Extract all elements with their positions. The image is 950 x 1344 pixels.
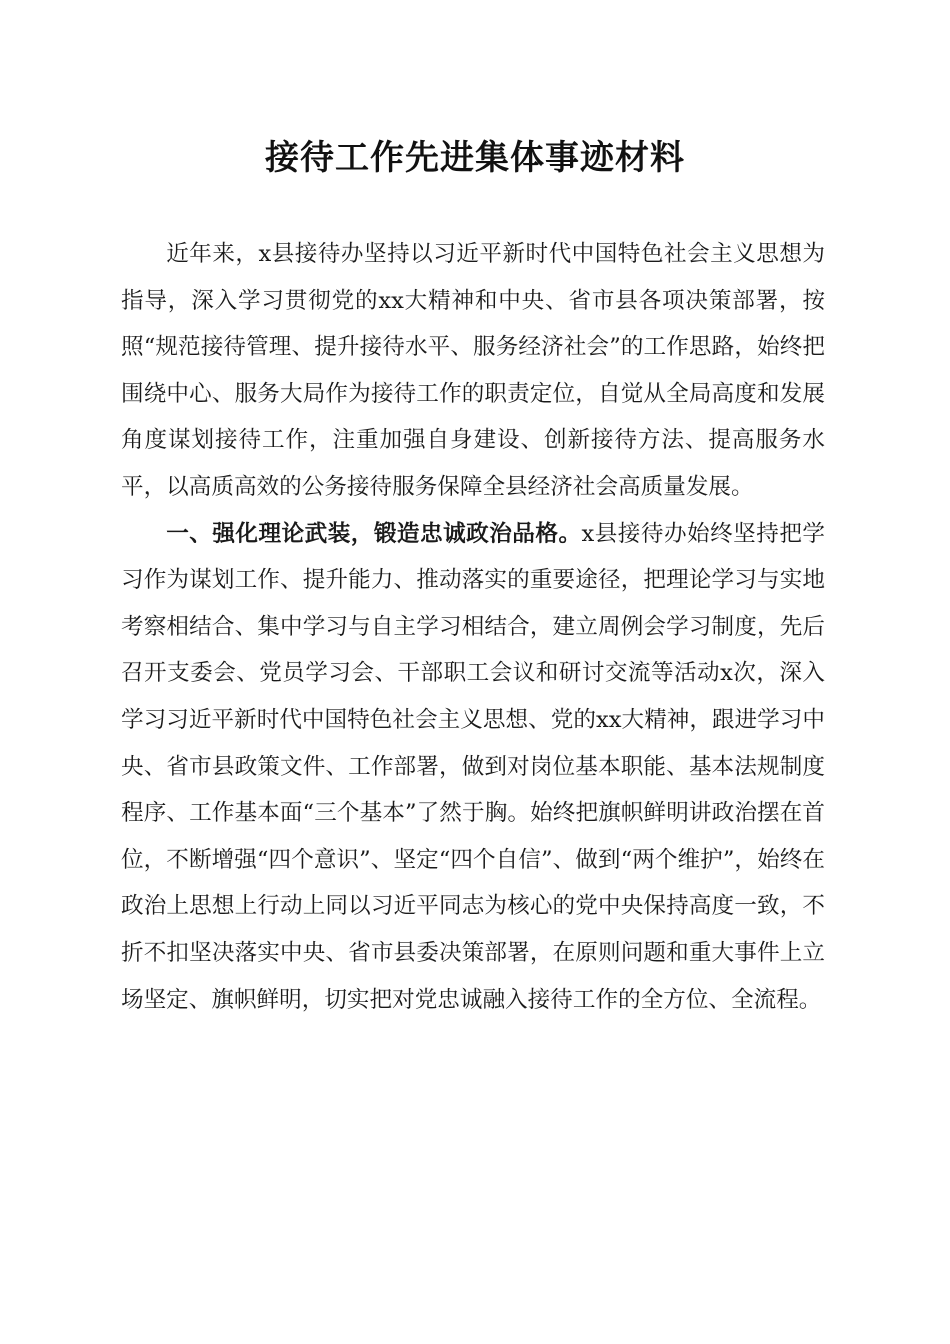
section-one-paragraph — [121, 511, 825, 1024]
document-title: 接待工作先进集体事迹材料 — [265, 138, 685, 178]
intro-paragraph — [121, 231, 825, 511]
intro-paragraph-text: 近年来，x县接待办坚持以习近平新时代中国特色社会主义思想为指导，深入学习贯彻党的xx大精神和中央、省市县各项决策部署，按照“规范接待管理、提升接待水平、服务经济社会”的工作思路，始终把围绕中心、服务大局作为接待工作的职责定位，自觉从全局高度和发展角度谋划接待工作，注重加强自身建设、创新接待方法、提高服务水平，以高质高效的公务接待服务保障全县经济社会高质量发展。 — [121, 241, 825, 500]
section-one-text: x县接待办始终坚持把学习作为谋划工作、提升能力、推动落实的重要途径，把理论学习与实地考察相结合、集中学习与自主学习相结合，建立周例会学习制度，先后召开支委会、党员学习会、干部职工会议和研讨交流等活动x次，深入学习习近平新时代中国特色社会主义思想、党的xx大精神，跟进学习中央、省市县政策文件、工作部署，做到对岗位基本职能、基本法规制度程序、工作基本面“三个基本”了然于胸。始终把旗帜鲜明讲政治摆在首位，不断增强“四个意识”、坚定“四个自信”、做到“两个维护”，始终在政治上思想上行动上同以习近平同志为核心的党中央保持高度一致，不折不扣坚决落实中央、省市县委决策部署，在原则问题和重大事件上立场坚定、旗帜鲜明，切实把对党忠诚融入接待工作的全方位、全流程。 — [121, 520, 825, 1013]
document-body — [121, 231, 825, 1023]
section-one-heading: 一、强化理论武装，锻造忠诚政治品格。 — [166, 520, 582, 547]
